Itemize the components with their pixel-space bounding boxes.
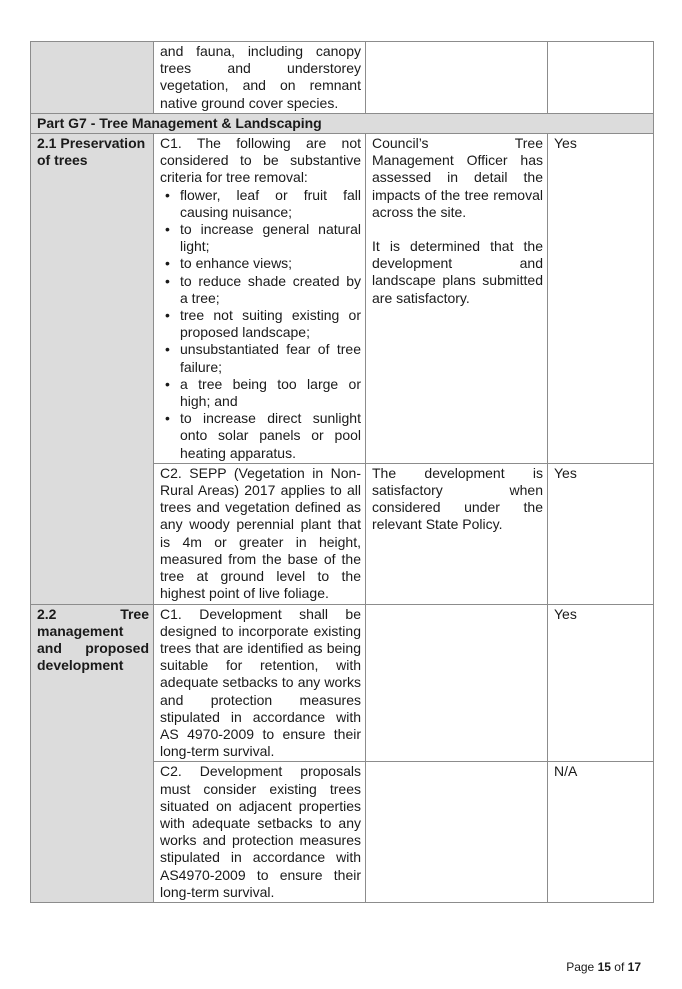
- comment-paragraph: Council’s Tree Management Officer has assessed in detail the impacts of the tree removal across the site.: [372, 135, 543, 220]
- row-heading: [31, 604, 154, 902]
- criteria-cell: [154, 762, 366, 903]
- criteria-cell: [154, 463, 366, 604]
- table-row: [31, 134, 654, 464]
- table-row: [31, 604, 654, 762]
- page-number: [566, 960, 641, 974]
- compliance-cell: [548, 463, 654, 604]
- compliance-value: N/A: [554, 763, 578, 780]
- compliance-value: Yes: [554, 135, 577, 152]
- bullet-item: • unsubstantiated fear of tree failure;: [180, 341, 361, 375]
- section-title-row: [31, 113, 654, 133]
- bullet-item: • tree not suiting existing or proposed landscape;: [180, 307, 361, 341]
- compliance-cell: [548, 762, 654, 903]
- compliance-cell: [548, 604, 654, 762]
- compliance-cell: [548, 42, 654, 114]
- criteria-text: C2. Development proposals must consider existing trees situated on adjacent properties with adequate setbacks to any works and protection measures stipulated in accordance with AS4970-2009 to ensure their long-term survival.: [160, 763, 361, 900]
- criteria-cell: [154, 134, 366, 464]
- page-current: 15: [597, 960, 611, 974]
- page-of-word: of: [614, 960, 625, 974]
- section-title: Part G7 - Tree Management & Landscaping: [31, 113, 654, 133]
- bullet-item: • flower, leaf or fruit fall causing nuisance;: [180, 187, 361, 221]
- compliance-cell: [548, 134, 654, 464]
- comment-cell: [366, 762, 548, 903]
- criteria-text: C1. Development shall be designed to incorporate existing trees that are identified as being suitable for retention, with adequate setbacks to any works and protection measures stipulated in accordance with AS 4970-2009 to ensure their long-term survival.: [160, 605, 361, 760]
- bullet-item: • a tree being too large or high; and: [180, 376, 361, 410]
- comment-paragraph: It is determined that the development and landscape plans submitted are satisfactory.: [372, 238, 543, 306]
- criteria-text: and fauna, including canopy trees and understorey vegetation, and on remnant native ground cover species.: [160, 43, 361, 111]
- bullet-item: • to increase general natural light;: [180, 221, 361, 255]
- compliance-value: Yes: [554, 605, 577, 622]
- criteria-cell: [154, 604, 366, 762]
- comment-cell: [366, 134, 548, 464]
- row-heading: [31, 134, 154, 604]
- row-heading-text: 2.2 Tree management and proposed development: [37, 605, 149, 674]
- criteria-intro: C1. The following are not considered to be substantive criteria for tree removal:: [160, 135, 361, 186]
- criteria-bullet-list: [160, 187, 361, 462]
- page-total: 17: [627, 960, 641, 974]
- comment-paragraph: The development is satisfactory when considered under the relevant State Policy.: [372, 464, 543, 533]
- bullet-item: • to reduce shade created by a tree;: [180, 273, 361, 307]
- bullet-item: • to enhance views;: [180, 255, 361, 272]
- compliance-value: Yes: [554, 464, 577, 481]
- criteria-cell: [154, 42, 366, 114]
- comment-cell: [366, 463, 548, 604]
- comment-cell: [366, 604, 548, 762]
- table-row: [31, 42, 654, 114]
- comment-cell: [366, 42, 548, 114]
- compliance-table: [30, 41, 654, 903]
- bullet-item: • to increase direct sunlight onto solar panels or pool heating apparatus.: [180, 410, 361, 462]
- heading-cell: [31, 42, 154, 114]
- page-word: Page: [566, 960, 595, 974]
- criteria-text: C2. SEPP (Vegetation in Non-Rural Areas) 2017 applies to all trees and vegetation defined as any woody perennial plant that is 4m or greater in height, measured from the base of the tree at ground level to the highest point of live foliage.: [160, 464, 361, 602]
- row-heading-text: 2.1 Preservation of trees: [37, 135, 146, 169]
